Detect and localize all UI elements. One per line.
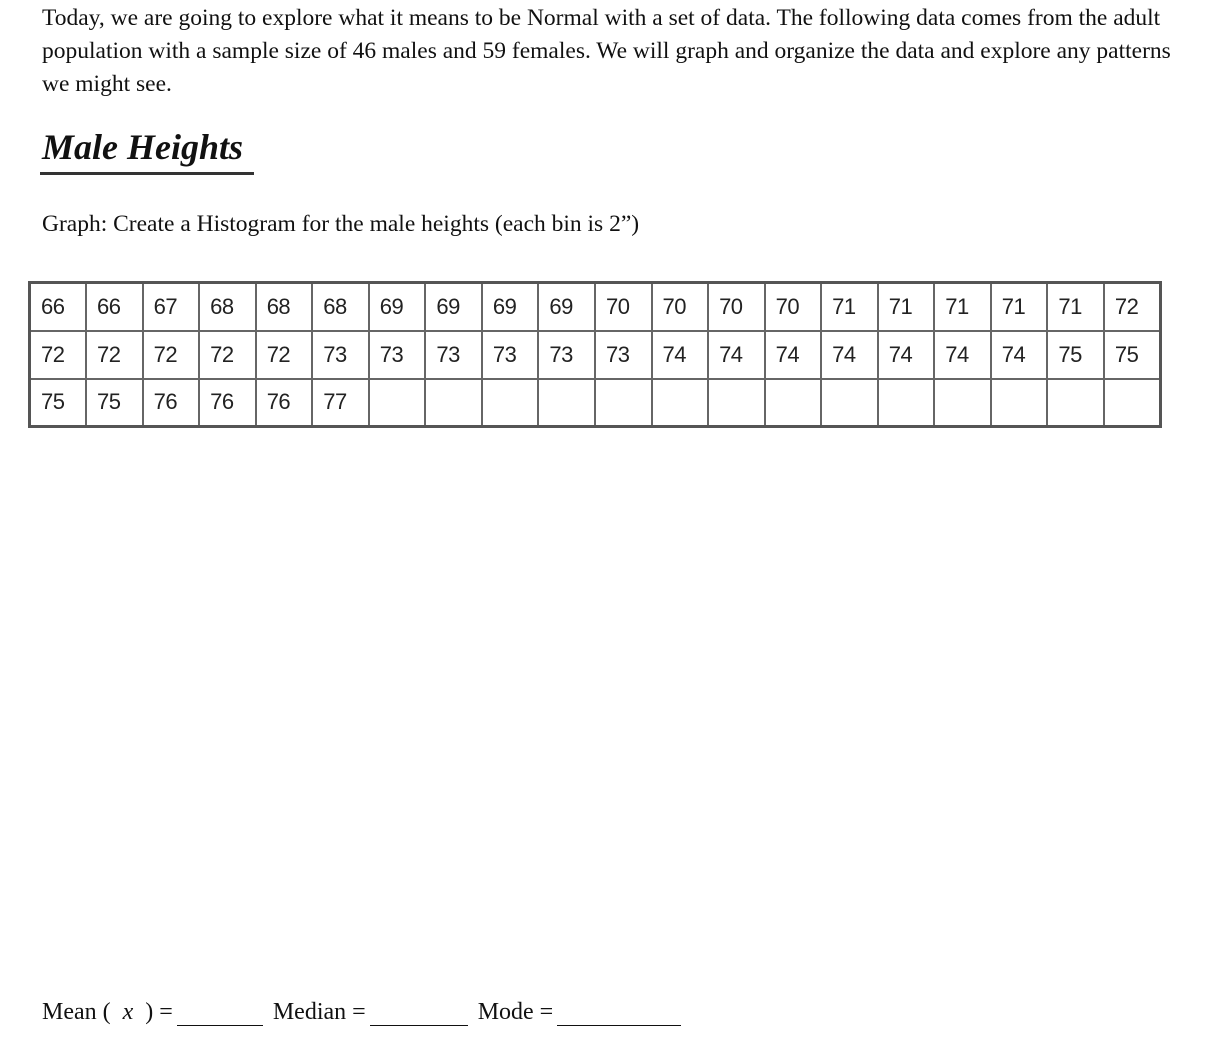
table-cell (538, 379, 595, 427)
table-cell: 69 (538, 283, 595, 331)
table-cell: 73 (369, 331, 426, 379)
table-cell: 71 (1047, 283, 1104, 331)
table-cell: 74 (878, 331, 935, 379)
table-cell: 75 (86, 379, 143, 427)
table-cell: 73 (425, 331, 482, 379)
table-cell: 70 (765, 283, 822, 331)
table-cell (878, 379, 935, 427)
table-cell (425, 379, 482, 427)
mean-label: Mean ( (42, 999, 111, 1025)
table-row (30, 331, 1161, 379)
table-cell (934, 379, 991, 427)
table-cell (1047, 379, 1104, 427)
mode-blank[interactable] (557, 999, 681, 1026)
table-cell: 72 (1104, 283, 1161, 331)
table-cell (369, 379, 426, 427)
mode-label: Mode = (477, 999, 554, 1025)
table-cell: 75 (30, 379, 87, 427)
table-cell (652, 379, 709, 427)
table-cell: 76 (143, 379, 200, 427)
table-cell: 77 (312, 379, 369, 427)
statistics-line (42, 999, 685, 1026)
table-row (30, 379, 1161, 427)
table-cell: 69 (482, 283, 539, 331)
table-cell: 66 (30, 283, 87, 331)
table-cell: 71 (878, 283, 935, 331)
table-cell: 75 (1104, 331, 1161, 379)
section-title: Male Heights (42, 127, 244, 167)
table-cell: 74 (821, 331, 878, 379)
table-cell: 73 (595, 331, 652, 379)
table-cell: 74 (708, 331, 765, 379)
table-cell: 69 (425, 283, 482, 331)
mean-equals: ) = (145, 999, 173, 1025)
table-cell: 73 (482, 331, 539, 379)
table-cell (821, 379, 878, 427)
table-cell: 74 (652, 331, 709, 379)
table-cell: 69 (369, 283, 426, 331)
table-cell: 70 (595, 283, 652, 331)
table-cell (1104, 379, 1161, 427)
median-label: Median = (272, 999, 366, 1025)
table-cell: 73 (312, 331, 369, 379)
intro-paragraph: Today, we are going to explore what it means to be Normal with a set of data. The following data comes from the adult population with a sample size of 46 males and 59 females. We will graph and organize the data and explore any patterns we might see. (42, 5, 1171, 97)
table-cell: 72 (86, 331, 143, 379)
table-cell: 71 (991, 283, 1048, 331)
table-cell: 70 (652, 283, 709, 331)
table-cell: 76 (199, 379, 256, 427)
table-cell: 71 (934, 283, 991, 331)
table-cell: 72 (199, 331, 256, 379)
table-cell: 68 (256, 283, 313, 331)
mean-blank[interactable] (177, 999, 263, 1026)
table-cell: 72 (143, 331, 200, 379)
x-bar-symbol: x (122, 999, 134, 1025)
table-cell: 67 (143, 283, 200, 331)
table-cell: 71 (821, 283, 878, 331)
table-cell: 68 (199, 283, 256, 331)
table-cell (708, 379, 765, 427)
table-cell: 76 (256, 379, 313, 427)
table-cell: 73 (538, 331, 595, 379)
median-blank[interactable] (370, 999, 468, 1026)
table-cell (482, 379, 539, 427)
table-cell: 72 (30, 331, 87, 379)
table-cell (595, 379, 652, 427)
table-cell: 74 (991, 331, 1048, 379)
heights-table (28, 281, 1162, 428)
table-cell: 70 (708, 283, 765, 331)
table-cell: 72 (256, 331, 313, 379)
instruction-text: Graph: Create a Histogram for the male heights (each bin is 2”) (42, 211, 640, 237)
table-cell: 74 (765, 331, 822, 379)
table-cell (991, 379, 1048, 427)
title-underline (40, 172, 254, 175)
table-cell: 68 (312, 283, 369, 331)
table-cell: 74 (934, 331, 991, 379)
table-cell (765, 379, 822, 427)
table-row (30, 283, 1161, 331)
table-cell: 66 (86, 283, 143, 331)
table-cell: 75 (1047, 331, 1104, 379)
